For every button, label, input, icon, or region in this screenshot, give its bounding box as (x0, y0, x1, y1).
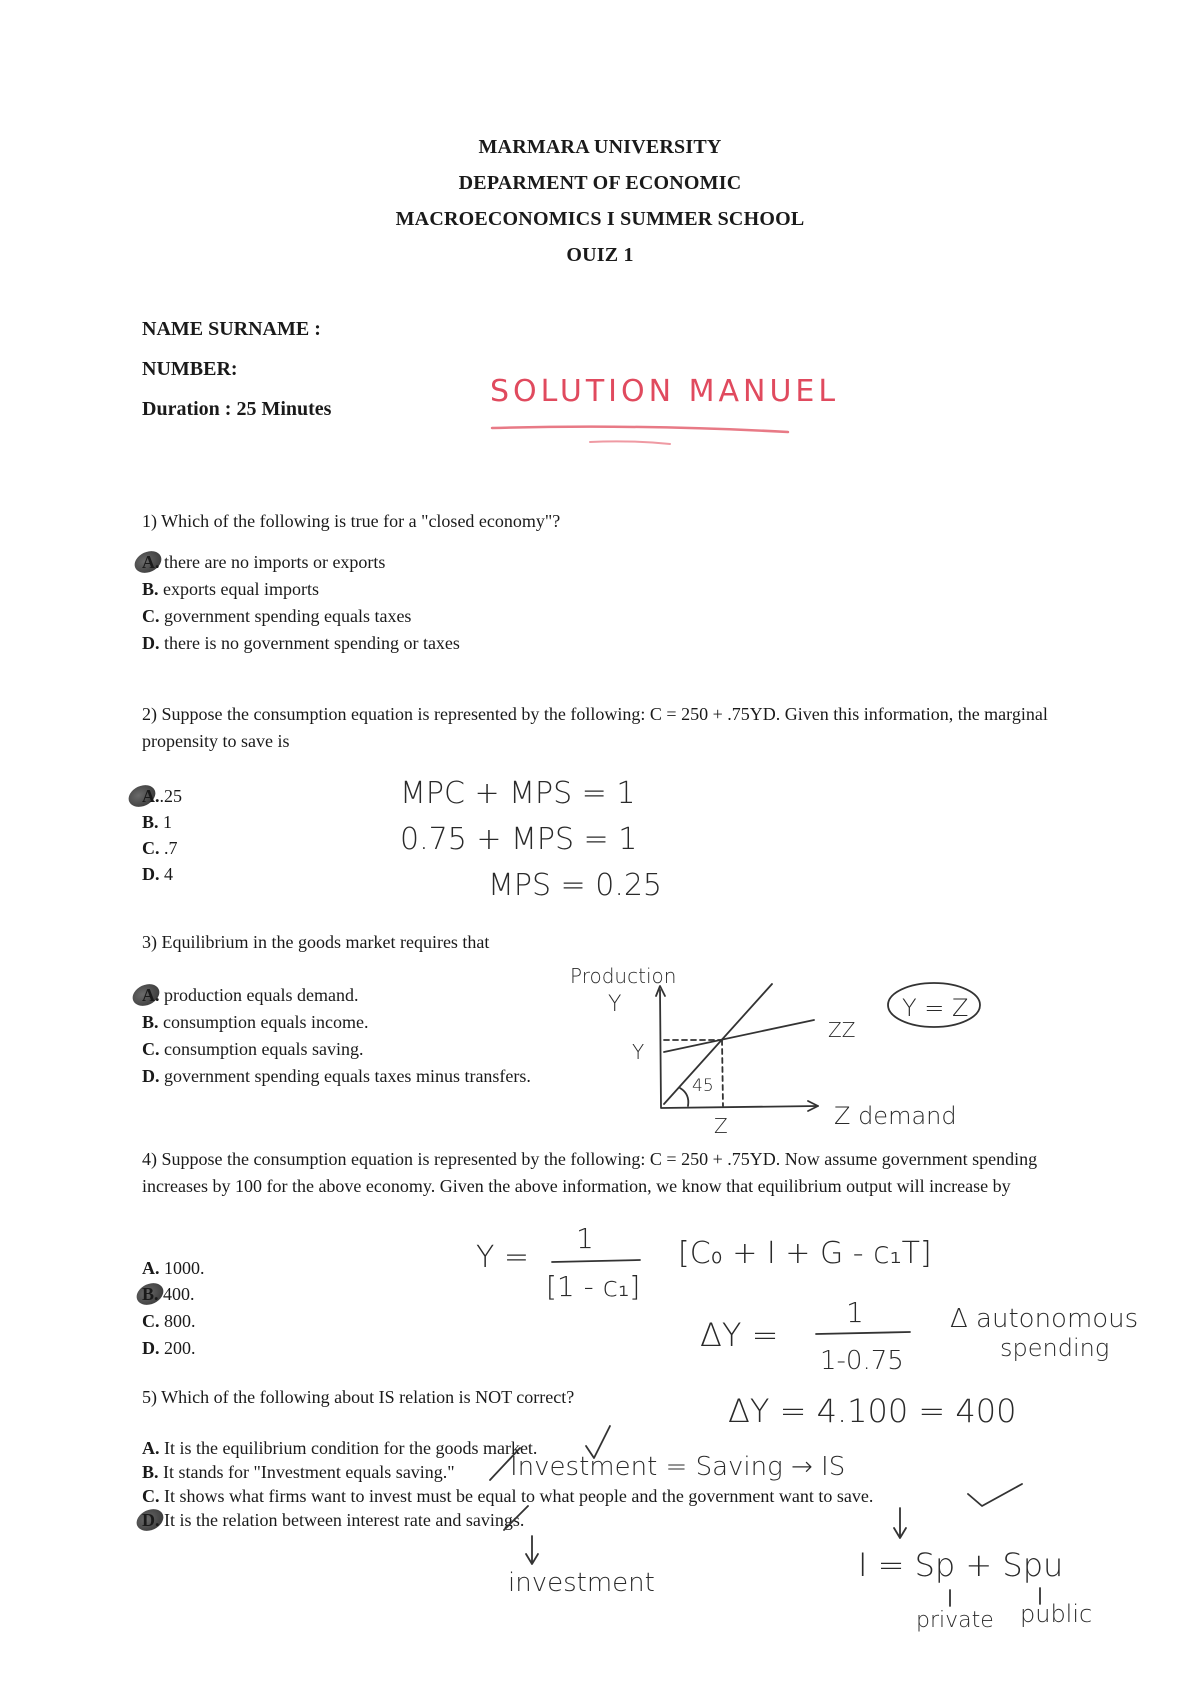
q4-fraction-bar-2 (816, 1332, 910, 1334)
course-title: MACROECONOMICS I SUMMER SCHOOL (395, 208, 805, 230)
question-1-text: 1) Which of the following is true for a "closed economy"? (142, 511, 561, 531)
university-title: MARMARA UNIVERSITY (478, 136, 722, 158)
q3-option-a: A. production equals demand. (142, 985, 359, 1005)
graph-y-tick: Y (632, 1040, 645, 1064)
q5-eq: I = Sp + Spu (858, 1546, 1064, 1584)
graph-x-axis-label: Z demand (834, 1102, 957, 1130)
graph-x-tick: Z (714, 1114, 728, 1138)
q3-option-d: D. government spending equals taxes minus transfers. (142, 1066, 531, 1086)
graph-circled-note: Y = Z (902, 994, 969, 1022)
q5-note-private: private (916, 1608, 994, 1633)
q4-eq1-bracket: [C₀ + I + G - c₁T] (678, 1236, 932, 1271)
number-label: NUMBER: (142, 358, 238, 380)
q2-option-a: A..25 (142, 786, 182, 806)
q3-option-b: B. consumption equals income. (142, 1012, 369, 1032)
q5-option-a: A. It is the equilibrium condition for the goods market. (142, 1438, 538, 1458)
q5-arrow-c (894, 1508, 906, 1538)
q4-eq1-lhs: Y = (476, 1240, 529, 1275)
q2-work-line-2: 0.75 + MPS = 1 (400, 822, 638, 857)
q2-work-line-1: MPC + MPS = 1 (400, 776, 636, 811)
q5-option-d: D. It is the relation between interest rate and savings. (142, 1510, 525, 1530)
q4-eq2-denominator: 1-0.75 (820, 1346, 904, 1376)
q4-option-d: D. 200. (142, 1338, 196, 1358)
solution-manual-annotation: SOLUTION MANUEL (490, 374, 840, 409)
q5-strike-savings (504, 1506, 528, 1530)
question-5-text: 5) Which of the following about IS relation is NOT correct? (142, 1387, 575, 1407)
q4-eq2-lhs: ΔY = (700, 1316, 779, 1354)
q4-note-spending: spending (1000, 1334, 1110, 1362)
q5-note-public: public (1020, 1600, 1093, 1628)
name-surname-label: NAME SURNAME : (142, 318, 321, 340)
q5-note-investment: investment (508, 1568, 655, 1598)
graph-y-axis-symbol: Y (608, 992, 622, 1017)
q1-option-a: A. there are no imports or exports (142, 552, 386, 572)
q4-fraction-bar-1 (552, 1260, 640, 1262)
duration-label: Duration : 25 Minutes (142, 398, 332, 420)
q4-eq1-numerator: 1 (576, 1222, 594, 1255)
q4-eq3: ΔY = 4.100 = 400 (728, 1392, 1017, 1430)
question-2-text: 2) Suppose the consumption equation is represented by the following: C = 250 + .75YD. Given this information, the marginal propensity to save is (142, 704, 1048, 751)
q2-option-d: D. 4 (142, 864, 173, 884)
q4-eq2-numerator: 1 (846, 1296, 864, 1329)
red-underline-2 (590, 441, 670, 444)
q5-check-c (968, 1484, 1022, 1506)
q4-note-autonomous: Δ autonomous (950, 1304, 1139, 1334)
q3-option-c: C. consumption equals saving. (142, 1039, 364, 1059)
quiz-title: OUIZ 1 (566, 244, 634, 266)
q1-option-c: C. government spending equals taxes (142, 606, 412, 626)
graph-45-line (664, 984, 772, 1104)
red-underline-1 (492, 427, 788, 432)
q1-option-b: B. exports equal imports (142, 579, 319, 599)
question-3-text: 3) Equilibrium in the goods market requires that (142, 932, 490, 952)
question-4-text: 4) Suppose the consumption equation is represented by the following: C = 250 + .75YD. Now assume government spending increases by 100 for the above economy. Given the above information, we know that equilibrium output will increase by (142, 1149, 1038, 1196)
q4-eq1-denominator: [1 - c₁] (546, 1270, 641, 1303)
q4-option-a: A. 1000. (142, 1258, 205, 1278)
q2-option-b: B. 1 (142, 812, 173, 832)
q5-check-b (490, 1448, 520, 1480)
graph-circle (888, 983, 980, 1027)
q2-option-c: C. .7 (142, 838, 178, 858)
graph-y-axis-label: Production (570, 964, 677, 988)
q4-option-b: B. 400. (142, 1284, 195, 1304)
q2-work-line-3: MPS = 0.25 (488, 868, 663, 903)
q5-arrow-investment (526, 1536, 538, 1564)
graph-angle-label: 45 (692, 1076, 714, 1096)
q5-option-b: B. It stands for "Investment equals saving." (142, 1462, 455, 1482)
graph-zz-line (664, 1020, 814, 1052)
graph-x-guide (722, 1040, 723, 1106)
q5-check-a (586, 1426, 610, 1458)
q5-option-c: C. It shows what firms want to invest must be equal to what people and the government want to save. (142, 1486, 874, 1506)
q5-note-b: Investment = Saving → IS (510, 1452, 846, 1482)
graph-angle-arc (680, 1088, 688, 1106)
q4-option-c: C. 800. (142, 1311, 196, 1331)
department-title: DEPARMENT OF ECONOMIC (458, 172, 742, 194)
graph-zz-label: ZZ (828, 1018, 856, 1042)
q1-option-d: D. there is no government spending or taxes (142, 633, 460, 653)
